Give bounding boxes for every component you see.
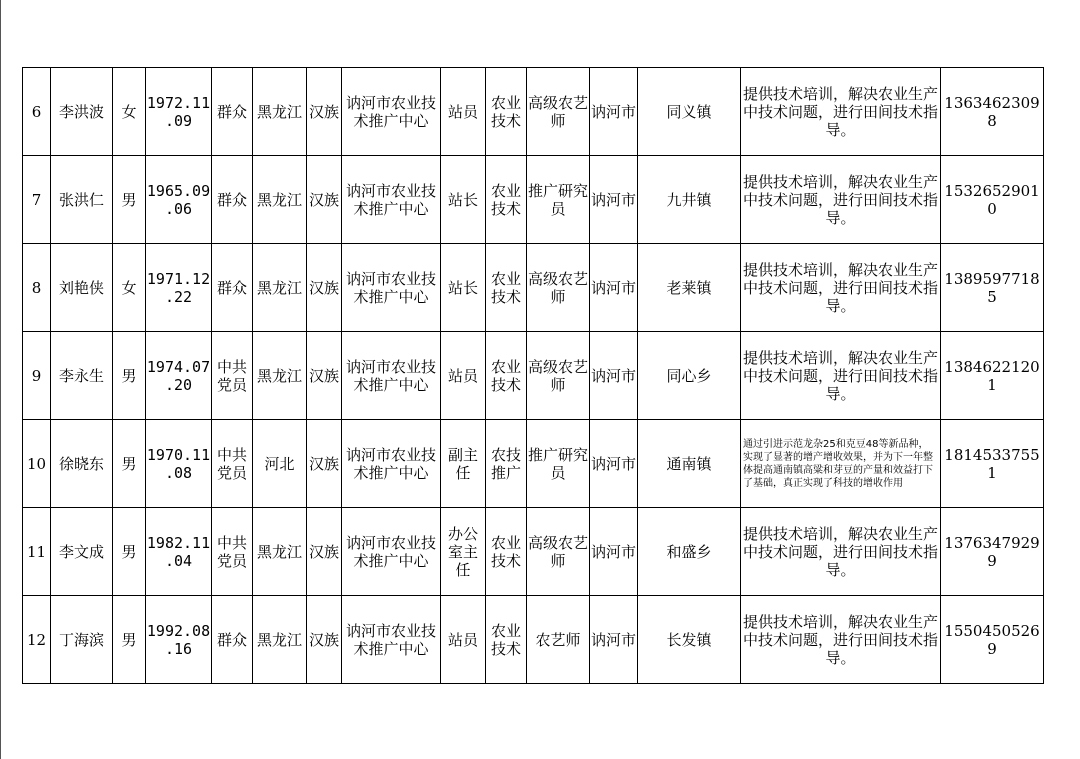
work-unit-cell: 讷河市农业技术推广中心 [342, 420, 441, 508]
ethnicity-cell: 汉族 [307, 332, 342, 420]
specialty-cell: 农业技术 [486, 68, 527, 156]
person-name-cell: 李文成 [51, 508, 113, 596]
position-cell: 站长 [441, 244, 486, 332]
gender-cell: 女 [113, 68, 146, 156]
specialty-cell: 农业技术 [486, 596, 527, 684]
table-row [23, 156, 1044, 244]
service-content-cell: 提供技术培训，解决农业生产中技术问题，进行田间技术指导。 [741, 332, 941, 420]
phone-cell: 13846221201 [941, 332, 1044, 420]
specialty-cell: 农业技术 [486, 508, 527, 596]
service-content-cell: 通过引进示范龙杂25和克豆48等新品种，实现了显著的增产增收效果，并为下一年整体提高通南镇高粱和芽豆的产量和效益打下了基础，真正实现了科技的增收作用 [741, 420, 941, 508]
work-unit-cell: 讷河市农业技术推广中心 [342, 156, 441, 244]
professional-title-cell: 农艺师 [527, 596, 590, 684]
service-town-cell: 同心乡 [638, 332, 741, 420]
birth-date-cell: 1992.08 .16 [146, 596, 212, 684]
birth-date-cell: 1974.07 .20 [146, 332, 212, 420]
birth-date-cell: 1970.11 .08 [146, 420, 212, 508]
city-cell: 讷河市 [590, 244, 638, 332]
work-unit-cell: 讷河市农业技术推广中心 [342, 508, 441, 596]
professional-title-cell: 推广研究员 [527, 156, 590, 244]
position-cell: 站员 [441, 332, 486, 420]
gender-cell: 男 [113, 420, 146, 508]
political-status-cell: 群众 [212, 68, 253, 156]
ethnicity-cell: 汉族 [307, 244, 342, 332]
person-name-cell: 刘艳侠 [51, 244, 113, 332]
phone-cell: 15326529010 [941, 156, 1044, 244]
position-cell: 站员 [441, 68, 486, 156]
table-row [23, 596, 1044, 684]
person-name-cell: 李永生 [51, 332, 113, 420]
table-row [23, 244, 1044, 332]
native-place-cell: 黑龙江 [253, 244, 307, 332]
city-cell: 讷河市 [590, 596, 638, 684]
service-town-cell: 九井镇 [638, 156, 741, 244]
political-status-cell: 群众 [212, 596, 253, 684]
service-content-cell: 提供技术培训，解决农业生产中技术问题，进行田间技术指导。 [741, 508, 941, 596]
gender-cell: 男 [113, 508, 146, 596]
position-cell: 站长 [441, 156, 486, 244]
row-number-cell: 7 [23, 156, 51, 244]
phone-cell: 15504505269 [941, 596, 1044, 684]
political-status-cell: 中共党员 [212, 508, 253, 596]
political-status-cell: 中共党员 [212, 420, 253, 508]
city-cell: 讷河市 [590, 332, 638, 420]
work-unit-cell: 讷河市农业技术推广中心 [342, 596, 441, 684]
service-content-cell: 提供技术培训，解决农业生产中技术问题，进行田间技术指导。 [741, 156, 941, 244]
service-content-cell: 提供技术培训，解决农业生产中技术问题，进行田间技术指导。 [741, 68, 941, 156]
birth-date-cell: 1971.12 .22 [146, 244, 212, 332]
specialty-cell: 农业技术 [486, 244, 527, 332]
table-row [23, 332, 1044, 420]
native-place-cell: 黑龙江 [253, 68, 307, 156]
professional-title-cell: 高级农艺师 [527, 508, 590, 596]
person-name-cell: 丁海滨 [51, 596, 113, 684]
city-cell: 讷河市 [590, 156, 638, 244]
native-place-cell: 河北 [253, 420, 307, 508]
row-number-cell: 8 [23, 244, 51, 332]
phone-cell: 18145337551 [941, 420, 1044, 508]
phone-cell: 13763479299 [941, 508, 1044, 596]
position-cell: 办公室主任 [441, 508, 486, 596]
work-unit-cell: 讷河市农业技术推广中心 [342, 68, 441, 156]
phone-cell: 13634623098 [941, 68, 1044, 156]
professional-title-cell: 高级农艺师 [527, 332, 590, 420]
service-town-cell: 老莱镇 [638, 244, 741, 332]
specialty-cell: 农业技术 [486, 156, 527, 244]
birth-date-cell: 1982.11 .04 [146, 508, 212, 596]
service-town-cell: 同义镇 [638, 68, 741, 156]
service-town-cell: 长发镇 [638, 596, 741, 684]
professional-title-cell: 高级农艺师 [527, 244, 590, 332]
work-unit-cell: 讷河市农业技术推广中心 [342, 244, 441, 332]
ethnicity-cell: 汉族 [307, 420, 342, 508]
phone-cell: 13895977185 [941, 244, 1044, 332]
person-name-cell: 李洪波 [51, 68, 113, 156]
position-cell: 站员 [441, 596, 486, 684]
native-place-cell: 黑龙江 [253, 156, 307, 244]
gender-cell: 女 [113, 244, 146, 332]
position-cell: 副主任 [441, 420, 486, 508]
political-status-cell: 中共党员 [212, 332, 253, 420]
person-name-cell: 徐晓东 [51, 420, 113, 508]
native-place-cell: 黑龙江 [253, 508, 307, 596]
service-town-cell: 和盛乡 [638, 508, 741, 596]
political-status-cell: 群众 [212, 244, 253, 332]
row-number-cell: 9 [23, 332, 51, 420]
city-cell: 讷河市 [590, 68, 638, 156]
roster-body [23, 68, 1044, 684]
row-number-cell: 6 [23, 68, 51, 156]
row-number-cell: 10 [23, 420, 51, 508]
native-place-cell: 黑龙江 [253, 596, 307, 684]
service-town-cell: 通南镇 [638, 420, 741, 508]
ethnicity-cell: 汉族 [307, 156, 342, 244]
gender-cell: 男 [113, 156, 146, 244]
page-edge-line [0, 0, 1, 759]
professional-title-cell: 推广研究员 [527, 420, 590, 508]
birth-date-cell: 1972.11 .09 [146, 68, 212, 156]
gender-cell: 男 [113, 332, 146, 420]
table-row [23, 68, 1044, 156]
ethnicity-cell: 汉族 [307, 596, 342, 684]
work-unit-cell: 讷河市农业技术推广中心 [342, 332, 441, 420]
person-name-cell: 张洪仁 [51, 156, 113, 244]
table-row [23, 508, 1044, 596]
service-content-cell: 提供技术培训，解决农业生产中技术问题，进行田间技术指导。 [741, 596, 941, 684]
political-status-cell: 群众 [212, 156, 253, 244]
row-number-cell: 12 [23, 596, 51, 684]
birth-date-cell: 1965.09 .06 [146, 156, 212, 244]
professional-title-cell: 高级农艺师 [527, 68, 590, 156]
table-row [23, 420, 1044, 508]
specialty-cell: 农业技术 [486, 332, 527, 420]
row-number-cell: 11 [23, 508, 51, 596]
ethnicity-cell: 汉族 [307, 68, 342, 156]
ethnicity-cell: 汉族 [307, 508, 342, 596]
technician-roster-table [22, 67, 1044, 684]
gender-cell: 男 [113, 596, 146, 684]
city-cell: 讷河市 [590, 420, 638, 508]
native-place-cell: 黑龙江 [253, 332, 307, 420]
service-content-cell: 提供技术培训，解决农业生产中技术问题，进行田间技术指导。 [741, 244, 941, 332]
city-cell: 讷河市 [590, 508, 638, 596]
specialty-cell: 农技推广 [486, 420, 527, 508]
